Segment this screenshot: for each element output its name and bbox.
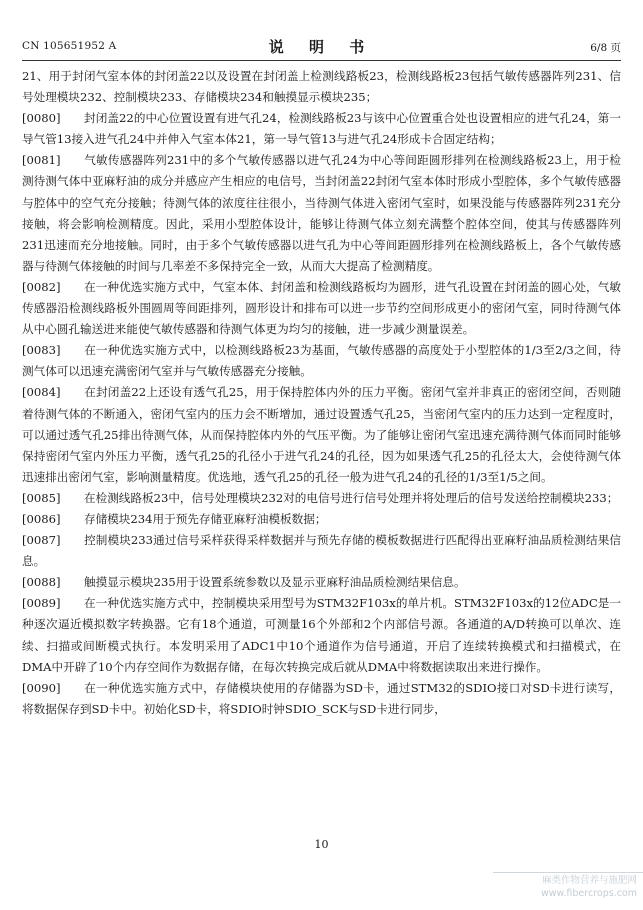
paragraph-number: [0082]	[22, 279, 61, 294]
page-indicator: 6/8 页	[590, 42, 621, 54]
paragraph-text: 控制模块233通过信号采样获得采样数据并与预先存储的模板数据进行匹配得出亚麻籽油品质检测结果信息。	[22, 533, 621, 569]
page-header	[22, 36, 621, 58]
paragraph-0089	[22, 593, 621, 677]
paragraph-0087	[22, 530, 621, 572]
paragraph-number: [0080]	[22, 111, 61, 126]
paragraph-number: [0083]	[22, 343, 61, 358]
watermark	[541, 874, 637, 900]
paragraph-text: 在一种优选实施方式中，控制模块采用型号为STM32F103x的单片机。STM32F103x的12位ADC是一种逐次逼近模拟数字转换器。它有18个通道，可测量16个外部和2个内部信号源。各通道的A/D转换可以单次、连续、扫描或间断模式执行。本发明采用了ADC1中10个通道作为信号通道，开启了连续转换模式和扫描模式，在DMA中开辟了10个内存空间作为数据存储，在每次转换完成后就从DMA中将数据读取出来进行操作。	[22, 596, 621, 674]
doc-title: 说 明 书	[268, 38, 375, 56]
paragraph-number: [0087]	[22, 533, 61, 548]
paragraph-0081	[22, 150, 621, 277]
paragraph-number: [0088]	[22, 575, 61, 590]
paragraph-0082	[22, 277, 621, 340]
paragraph-text: 在一种优选实施方式中，以检测线路板23为基面，气敏传感器的高度处于小型腔体的1/3至2/3之间，待测气体可以迅速充满密闭气室并与气敏传感器充分接触。	[22, 343, 621, 379]
paragraph-number: [0089]	[22, 596, 61, 611]
paragraph-0090	[22, 678, 621, 720]
paragraph-text: 在一种优选实施方式中，存储模块使用的存储器为SD卡，通过STM32的SDIO接口对SD卡进行读写，将数据保存到SD卡中。初始化SD卡，将SDIO时钟SDIO_SCK与SD卡进行同步，	[22, 680, 621, 716]
paragraph-text: 存储模块234用于预先存储亚麻籽油模板数据；	[84, 511, 327, 526]
page-number: 10	[314, 838, 329, 851]
paragraph-text: 封闭盖22的中心位置设置有进气孔24，检测线路板23与该中心位置重合处也设置相应的进气孔24，第一导气管13接入进气孔24中并伸入气室本体21，第一导气管13与进气孔24形成卡合固定结构；	[22, 111, 621, 147]
paragraph-text: 在检测线路板23中，信号处理模块232对的电信号进行信号处理并将处理后的信号发送给控制模块233；	[84, 490, 619, 505]
paragraph-number: [0090]	[22, 680, 61, 695]
doc-number: CN 105651952 A	[22, 40, 117, 52]
paragraph-text: 21、用于封闭气室本体的封闭盖22以及设置在封闭盖上检测线路板23，检测线路板23包括气敏传感器阵列231、信号处理模块232、控制模块233、存储模块234和触摸显示模块235；	[22, 69, 621, 105]
paragraph-number: [0081]	[22, 153, 61, 168]
paragraph-text: 在一种优选实施方式中，气室本体、封闭盖和检测线路板均为圆形，进气孔设置在封闭盖的圆心处，气敏传感器沿检测线路板外围圆周等间距排列，圆形设计和排布可以进一步节约空间形成更小的密闭气室，同时待测气体从中心圆孔输送进来能使气敏传感器和待测气体更为均匀的接触，进一步减少测量误差。	[22, 279, 621, 337]
paragraph-text: 触摸显示模块235用于设置系统参数以及显示亚麻籽油品质检测结果信息。	[84, 575, 466, 590]
paragraph-0083	[22, 340, 621, 382]
paragraph-0080	[22, 108, 621, 150]
paragraph-continued	[22, 66, 621, 108]
paragraph-number: [0084]	[22, 385, 61, 400]
paragraph-0085	[22, 488, 621, 509]
body-text	[22, 66, 621, 720]
paragraph-number: [0086]	[22, 511, 61, 526]
paragraph-text: 在封闭盖22上还设有透气孔25，用于保持腔体内外的压力平衡。密闭气室并非真正的密闭空间，否则随着待测气体的不断通入，密闭气室内的压力会不断增加，通过设置透气孔25，当密闭气室内的压力达到一定程度时，可以通过透气孔25排出待测气体，从而保持腔体内外的气压平衡。为了能够让密闭气室迅速充满待测气体而同时能够保持密闭气室内外压力平衡，透气孔25的孔径小于进气孔24的孔径，因为如果透气孔25的孔径太大，会使待测气体迅速排出密闭气室，影响测量精度。优选地，透气孔25的孔径一般为进气孔24的孔径的1/3至1/5之间。	[22, 385, 621, 484]
watermark-site-name: 麻类作物营养与施肥网	[541, 875, 637, 886]
paragraph-0086	[22, 509, 621, 530]
paragraph-text: 气敏传感器阵列231中的多个气敏传感器以进气孔24为中心等间距圆形排列在检测线路板23上，用于检测待测气体中亚麻籽油的成分并感应产生相应的电信号，当封闭盖22封闭气室本体时形成小型腔体，多个气敏传感器与腔体中的空气充分接触；待测气体的浓度往往很小，当待测气体进入密闭气室时，如果没能与传感器阵列231充分接触，将会影响检测精度。因此，采用小型腔体设计，能够让待测气体立刻充满整个腔体空间，使其与传感器阵列231迅速而充分地接触。同时，由于多个气敏传感器以进气孔为中心等间距圆形排列在检测线路板上，各个气敏传感器与待测气体接触的时间与几率差不多保持完全一致，从而大大提高了检测精度。	[22, 153, 621, 273]
watermark-url: www.fibercrops.com	[540, 888, 637, 899]
header-rule	[22, 60, 621, 61]
paragraph-0084	[22, 382, 621, 487]
paragraph-0088	[22, 572, 621, 593]
watermark-rule	[493, 872, 643, 873]
paragraph-number: [0085]	[22, 490, 61, 505]
